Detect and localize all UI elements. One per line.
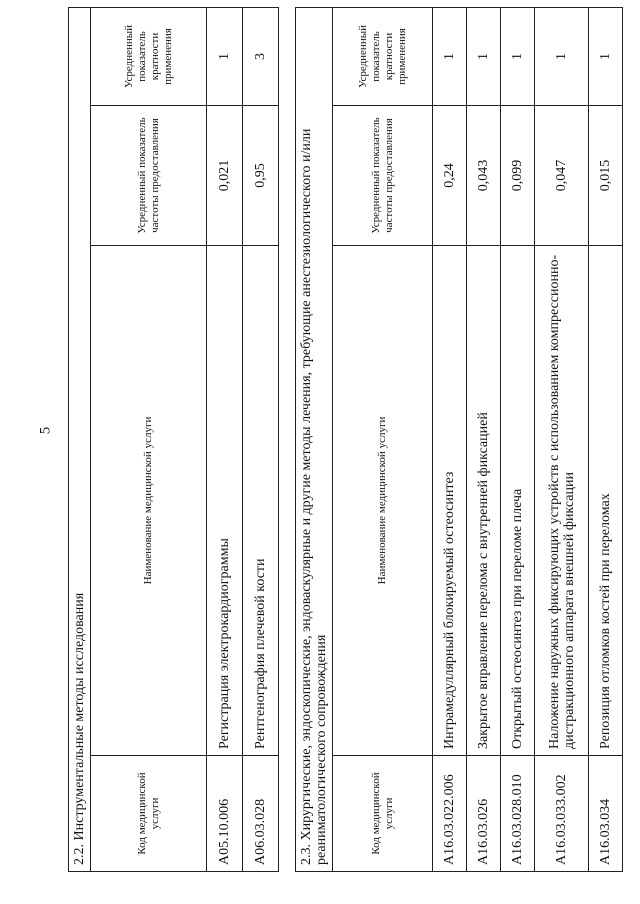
service-name: Интрамедуллярный блокируемый остеосинтез (433, 246, 467, 756)
header-frequency: Усредненный показатель частоты предоставления (333, 106, 433, 246)
service-name: Закрытое вправление перелома с внутренней фиксацией (467, 246, 501, 756)
frequency-value: 0,099 (501, 106, 535, 246)
header-code: Код медицинской услуги (333, 756, 433, 872)
table-row (207, 7, 243, 871)
header-frequency: Усредненный показатель частоты предоставления (91, 106, 207, 246)
service-code: A16.03.033.002 (535, 756, 589, 872)
header-name: Наименование медицинской услуги (91, 246, 207, 756)
frequency-value: 0,043 (467, 106, 501, 246)
document-sheet (68, 8, 613, 872)
service-code: A16.03.034 (589, 756, 623, 872)
table-surgical-methods (295, 7, 623, 872)
multiplicity-value: 1 (433, 8, 467, 106)
service-name: Репозиция отломков костей при переломах (589, 246, 623, 756)
service-code: A16.03.026 (467, 756, 501, 872)
multiplicity-value: 1 (467, 8, 501, 106)
service-name: Наложение наружных фиксирующих устройств с использованием компрессионно-дистракционного аппарата внешней фиксации (535, 246, 589, 756)
service-name: Регистрация электрокардиограммы (207, 246, 243, 756)
table-row (589, 8, 623, 872)
table-row (535, 8, 589, 872)
multiplicity-value: 1 (535, 8, 589, 106)
table-row (467, 8, 501, 872)
multiplicity-value: 1 (589, 8, 623, 106)
service-code: A06.03.028 (243, 756, 279, 872)
frequency-value: 0,021 (207, 106, 243, 246)
header-name: Наименование медицинской услуги (333, 246, 433, 756)
multiplicity-value: 3 (243, 7, 279, 105)
header-multiplicity: Усредненный показатель кратности применения (91, 7, 207, 105)
table-row (501, 8, 535, 872)
page-number: 5 (37, 426, 54, 435)
table-row (243, 7, 279, 871)
multiplicity-value: 1 (501, 8, 535, 106)
header-code: Код медицинской услуги (91, 756, 207, 872)
table-instrumental-methods (68, 7, 279, 872)
frequency-value: 0,047 (535, 106, 589, 246)
service-code: A16.03.028.010 (501, 756, 535, 872)
frequency-value: 0,015 (589, 106, 623, 246)
frequency-value: 0,24 (433, 106, 467, 246)
service-name: Рентгенография плечевой кости (243, 246, 279, 756)
multiplicity-value: 1 (207, 7, 243, 105)
section-title: 2.2. Инструментальные методы исследования (69, 7, 91, 871)
service-code: A05.10.006 (207, 756, 243, 872)
header-multiplicity: Усредненный показатель кратности применения (333, 8, 433, 106)
section-title: 2.3. Хирургические, эндоскопические, эндоваскулярные и другие методы лечения, требующие анестезиологического и/или реаниматологического сопровождения (296, 8, 333, 872)
table-row (433, 8, 467, 872)
service-code: A16.03.022.006 (433, 756, 467, 872)
service-name: Открытый остеосинтез при переломе плеча (501, 246, 535, 756)
frequency-value: 0,95 (243, 106, 279, 246)
